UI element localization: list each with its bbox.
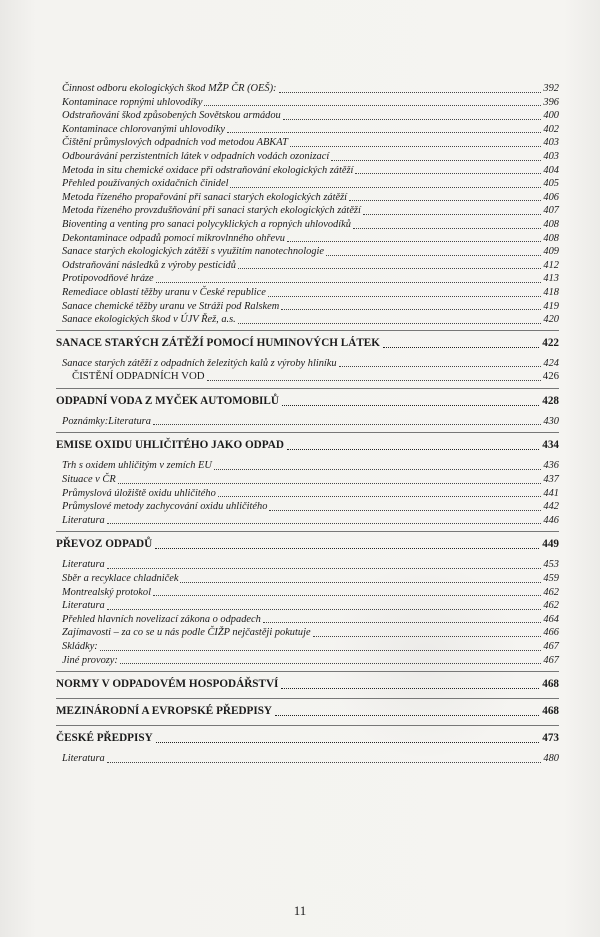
entry-page: 442 — [543, 501, 559, 513]
entry-page: 446 — [543, 514, 559, 526]
entry-title: Odbourávání perzistentních látek v odpadních vodách ozonizací — [62, 150, 330, 162]
leader-dots — [230, 187, 541, 188]
toc-entry — [62, 487, 559, 501]
entry-title: Skládky: — [62, 641, 98, 652]
entry-title: Přehled používaných oxidačních činidel — [62, 178, 229, 190]
toc-entry — [62, 500, 559, 514]
entry-page: 406 — [543, 191, 559, 203]
entry-page: 419 — [543, 300, 559, 312]
leader-dots — [290, 146, 541, 147]
leader-dots — [339, 366, 542, 367]
section-title: ODPADNÍ VODA Z MYČEK AUTOMOBILŮ — [56, 394, 279, 407]
section-divider — [56, 725, 559, 726]
entry-title: Sanace chemické těžby uranu ve Stráži pod Ralskem — [62, 300, 280, 312]
leader-dots — [269, 510, 541, 511]
leader-dots — [353, 228, 541, 229]
leader-dots — [214, 469, 542, 470]
toc-entry — [62, 259, 559, 273]
entry-title: Průmyslová úložiště oxidu uhličitého — [62, 487, 216, 499]
toc-entry — [62, 82, 559, 96]
toc-entry — [62, 96, 559, 110]
entry-page: 480 — [543, 753, 559, 765]
entry-title: Literatura — [62, 753, 105, 765]
entry-page: 459 — [543, 573, 559, 585]
entry-page: 403 — [543, 150, 559, 162]
entry-title: Trh s oxidem uhličitým v zemích EU — [62, 460, 212, 472]
toc-entry — [62, 586, 559, 600]
section-heading — [56, 728, 559, 748]
leader-dots — [156, 742, 540, 743]
toc-entry — [62, 640, 559, 654]
toc-entry — [62, 218, 559, 232]
toc-entry — [62, 123, 559, 137]
entry-title: Kontaminace ropnými uhlovodíky — [62, 96, 203, 108]
leader-dots — [331, 160, 541, 161]
leader-dots — [107, 568, 542, 569]
section-heading — [56, 391, 559, 411]
entry-page: 409 — [543, 246, 559, 258]
entry-page: 436 — [543, 460, 559, 472]
toc-entry — [62, 752, 559, 766]
leader-dots — [107, 762, 542, 763]
entry-page: 418 — [543, 286, 559, 298]
entry-page: 424 — [543, 357, 559, 369]
toc-entry — [62, 613, 559, 627]
leader-dots — [100, 650, 542, 651]
section-divider — [56, 671, 559, 672]
entry-page: 403 — [543, 137, 559, 149]
section-page: 473 — [542, 732, 559, 745]
leader-dots — [268, 296, 542, 297]
section-title: SANACE STARÝCH ZÁTĚŽÍ POMOCÍ HUMINOVÝCH LÁTEK — [56, 336, 380, 349]
toc-entry — [62, 286, 559, 300]
toc-entry — [62, 150, 559, 164]
toc-entry — [62, 572, 559, 586]
section-title: ČESKÉ PŘEDPISY — [56, 732, 153, 745]
leader-dots — [313, 636, 542, 637]
leader-dots — [180, 582, 541, 583]
section-title: EMISE OXIDU UHLIČITÉHO JAKO ODPAD — [56, 439, 284, 452]
page-number: 11 — [293, 903, 307, 918]
leader-dots — [275, 715, 539, 716]
toc-entry — [62, 654, 559, 668]
toc-entry — [62, 191, 559, 205]
leader-dots — [227, 132, 541, 133]
section-divider — [56, 698, 559, 699]
toc-entry — [62, 245, 559, 259]
entry-title: Kontaminace chlorovanými uhlovodíky — [62, 123, 225, 135]
toc-entry — [62, 232, 559, 246]
entry-title: Přehled hlavních novelizací zákona o odpadech — [62, 613, 261, 625]
entry-page: 408 — [543, 218, 559, 230]
entry-title: Montrealský protokol — [62, 586, 151, 598]
subentries-group-6 — [62, 752, 559, 766]
entry-title: ČISTĚNÍ ODPADNÍCH VOD — [72, 370, 205, 383]
leader-dots — [326, 255, 541, 256]
leader-dots — [156, 282, 542, 283]
entry-title: Situace v ČR — [62, 474, 116, 486]
leader-dots — [383, 347, 539, 348]
section-heading — [56, 333, 559, 353]
section-page: 428 — [542, 394, 559, 407]
section-divider — [56, 531, 559, 532]
entry-title: Sanace starých zátěží z odpadních železitých kalů z výroby hliníku — [62, 357, 337, 369]
section-divider — [56, 330, 559, 331]
subentries-group-3 — [62, 415, 559, 429]
entry-page: 413 — [543, 273, 559, 285]
entry-title: Metoda řízeného propařování při sanaci starých ekologických zátěží — [62, 191, 348, 203]
leader-dots — [281, 309, 541, 310]
leader-dots — [263, 622, 542, 623]
leader-dots — [349, 200, 541, 201]
subentries-group-2 — [62, 357, 559, 384]
entry-title: Jiné provozy: — [62, 654, 118, 666]
toc-entry — [62, 313, 559, 327]
entry-page: 408 — [543, 232, 559, 244]
toc-entry — [62, 177, 559, 191]
leader-dots — [120, 663, 542, 664]
entry-page: 404 — [543, 164, 559, 176]
section-heading — [56, 701, 559, 721]
entry-title: Sanace ekologických škod v ÚJV Řež, a.s. — [62, 314, 236, 326]
leader-dots — [204, 105, 541, 106]
toc-entry — [62, 514, 559, 528]
leader-dots — [107, 523, 542, 524]
section-heading — [56, 534, 559, 554]
section-title: NORMY V ODPADOVÉM HOSPODÁŘSTVÍ — [56, 678, 279, 691]
entry-page: 462 — [543, 600, 559, 612]
entry-page: 441 — [543, 487, 559, 499]
entry-title: Poznámky:Literatura — [62, 415, 151, 427]
entry-title: Literatura — [62, 600, 105, 612]
toc-entry — [62, 204, 559, 218]
entry-page: 396 — [543, 96, 559, 108]
entry-page: 426 — [542, 370, 559, 383]
toc-entry — [62, 272, 559, 286]
entry-page: 467 — [543, 654, 559, 666]
entry-title: Remediace oblastí těžby uranu v České republice — [62, 286, 266, 298]
section-page: 468 — [542, 678, 559, 691]
entry-page: 467 — [543, 641, 559, 652]
leader-dots — [118, 483, 542, 484]
entry-title: Sanace starých ekologických zátěží s využitím nanotechnologie — [62, 246, 324, 258]
entry-page: 462 — [543, 586, 559, 598]
entry-title: Odstraňování škod způsobených Sovětskou armádou — [62, 110, 281, 122]
entry-title: Činnost odboru ekologických škod MŽP ČR (OEŠ): — [62, 83, 277, 94]
toc-entry — [62, 459, 559, 473]
toc-entry — [62, 415, 559, 429]
table-of-contents — [56, 82, 559, 766]
leader-dots — [287, 449, 539, 450]
entry-page: 392 — [543, 83, 559, 94]
entry-title: Dekontaminace odpadů pomocí mikrovlnného ohřevu — [62, 232, 285, 244]
section-heading — [56, 435, 559, 455]
leader-dots — [207, 380, 541, 381]
section-divider — [56, 432, 559, 433]
section-divider — [56, 388, 559, 389]
entry-page: 407 — [543, 205, 559, 217]
section-page: 434 — [542, 439, 559, 452]
entry-page: 430 — [543, 415, 559, 427]
subentries-group-1 — [62, 82, 559, 327]
entry-title: Čištění průmyslových odpadních vod metodou ABKAT — [62, 137, 288, 149]
toc-entry — [62, 357, 559, 371]
toc-entry — [62, 300, 559, 314]
toc-entry — [62, 626, 559, 640]
leader-dots — [107, 609, 542, 610]
entry-title: Literatura — [62, 559, 105, 571]
leader-dots — [153, 424, 542, 425]
entry-title: Zajímavosti – za co se u nás podle ČIŽP nejčastěji pokutuje — [62, 627, 311, 639]
entry-page: 420 — [543, 314, 559, 326]
leader-dots — [363, 214, 542, 215]
section-heading — [56, 674, 559, 694]
leader-dots — [218, 496, 542, 497]
leader-dots — [153, 595, 541, 596]
subentries-group-4 — [62, 459, 559, 527]
entry-title: Sběr a recyklace chladniček — [62, 573, 179, 585]
entry-title: Literatura — [62, 514, 105, 526]
leader-dots — [282, 405, 539, 406]
leader-dots — [238, 323, 542, 324]
leader-dots — [355, 173, 541, 174]
toc-entry — [62, 473, 559, 487]
subentries-group-5 — [62, 558, 559, 667]
toc-entry — [62, 558, 559, 572]
toc-entry — [62, 136, 559, 150]
entry-page: 405 — [543, 178, 559, 190]
toc-entry — [62, 370, 559, 384]
leader-dots — [281, 688, 539, 689]
entry-page: 412 — [543, 259, 559, 271]
entry-title: Průmyslové metody zachycování oxidu uhličitého — [62, 501, 268, 513]
entry-title: Metoda in situ chemické oxidace při odstraňování ekologických zátěží — [62, 164, 354, 176]
section-page: 468 — [542, 705, 559, 718]
toc-entry — [62, 164, 559, 178]
entry-title: Bioventing a venting pro sanaci polycyklických a ropných uhlovodíků — [62, 218, 351, 230]
leader-dots — [155, 548, 539, 549]
section-page: 449 — [542, 538, 559, 551]
leader-dots — [287, 241, 541, 242]
entry-page: 402 — [543, 123, 559, 135]
entry-page: 437 — [543, 474, 559, 486]
entry-title: Metoda řízeného provzdušňování při sanaci starých ekologických zátěží — [62, 205, 361, 217]
leader-dots — [283, 119, 542, 120]
entry-title: Protipovodňové hráze — [62, 273, 154, 285]
entry-page: 453 — [543, 559, 559, 571]
section-title: PŘEVOZ ODPADŮ — [56, 538, 153, 551]
entry-title: Odstraňování následků z výroby pesticidů — [62, 259, 236, 271]
entry-page: 466 — [543, 627, 559, 639]
leader-dots — [279, 92, 542, 93]
leader-dots — [238, 268, 541, 269]
entry-page: 400 — [543, 110, 559, 122]
entry-page: 464 — [543, 613, 559, 625]
toc-entry — [62, 109, 559, 123]
toc-entry — [62, 599, 559, 613]
section-page: 422 — [542, 336, 559, 349]
section-title: MEZINÁRODNÍ A EVROPSKÉ PŘEDPISY — [56, 705, 273, 718]
